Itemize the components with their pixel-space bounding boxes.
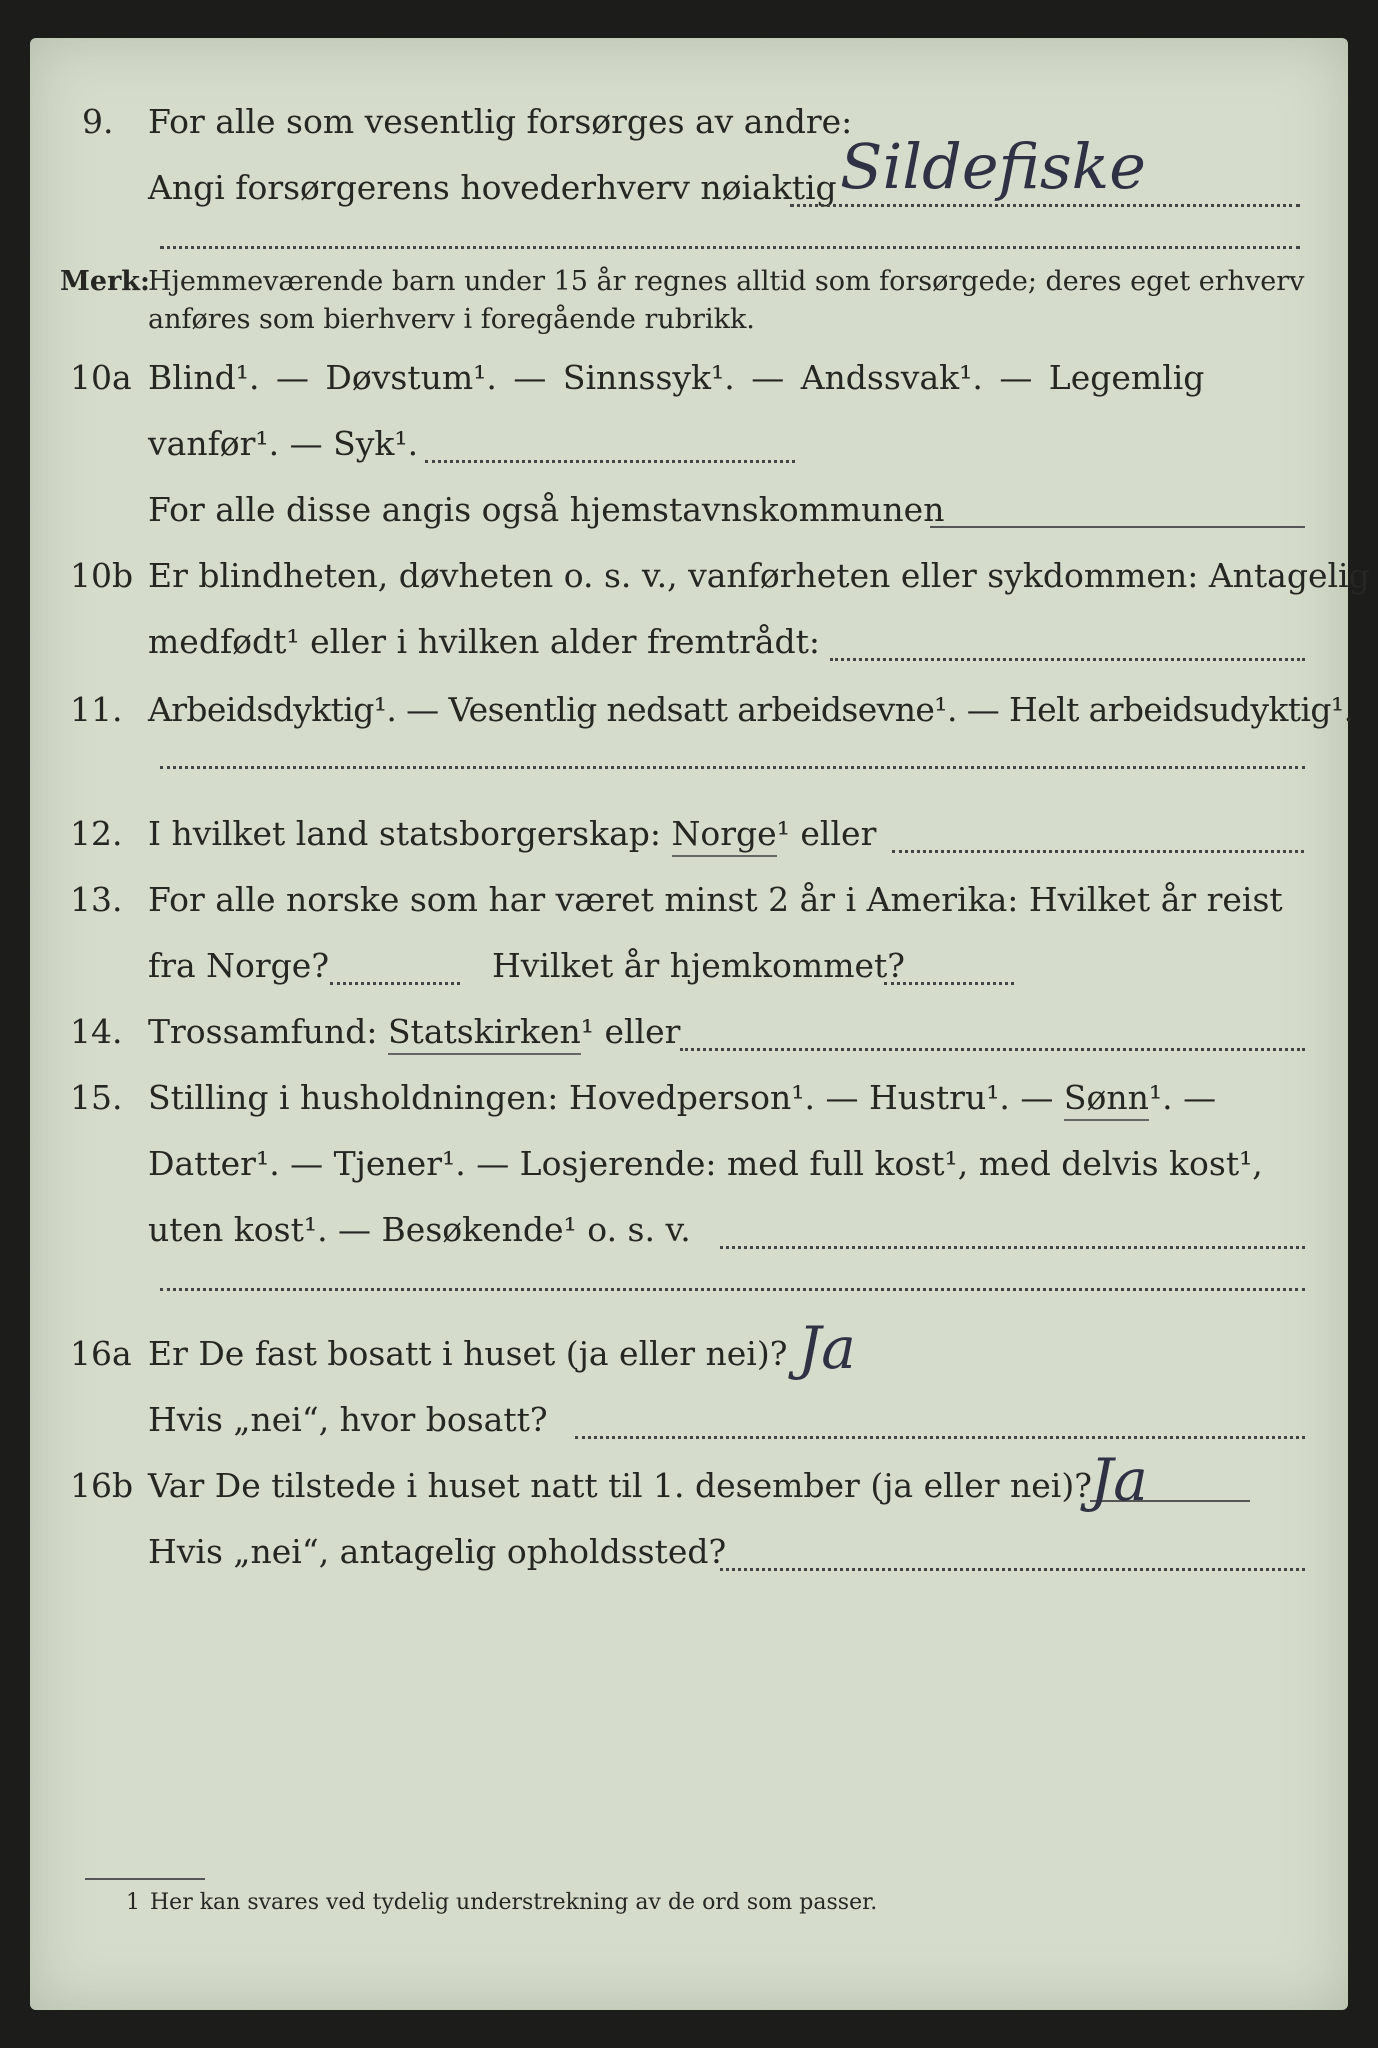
q15-text3: uten kost¹. — Besøkende¹ o. s. v.: [148, 1210, 691, 1249]
q16a-answer-line: [575, 1436, 1305, 1439]
q9-handwritten-answer: Sildefiske: [840, 130, 1146, 203]
q13-reist-line: [330, 982, 460, 985]
q9-line2: [30, 130, 1348, 212]
q14-pre: Trossamfund:: [148, 1012, 378, 1051]
q12-pre: I hvilket land statsborgerskap:: [148, 814, 662, 853]
q13-text2a: fra Norge?: [148, 946, 330, 985]
q15-line3: [30, 1210, 1348, 1254]
q16b-line1: [30, 1446, 1348, 1514]
q16b-text1: Var De tilstede i huset natt til 1. desember (ja eller nei)?: [148, 1466, 1092, 1505]
q10a-number: 10a: [70, 358, 132, 397]
q16b-text2: Hvis „nei“, antagelig opholdssted?: [148, 1532, 727, 1571]
q12-text: [148, 814, 876, 853]
q15-answer-line: [720, 1246, 1305, 1249]
q13-text1: For alle norske som har været minst 2 år i Amerika: Hvilket år reist: [148, 880, 1283, 919]
q10a-answer-line: [425, 460, 795, 463]
q12-underlined-answer: Norge: [672, 814, 777, 857]
q10b-text2: medfødt¹ eller i hvilken alder fremtrådt:: [148, 622, 821, 661]
q15-pre: Stilling i husholdningen: Hovedperson¹. — Hustru¹. —: [148, 1078, 1054, 1117]
q16b-handwritten-answer: Ja: [1090, 1446, 1148, 1514]
q16a-number: 16a: [70, 1334, 132, 1373]
footnote-mark: 1: [126, 1890, 140, 1915]
q12-post: ¹ eller: [776, 814, 877, 853]
q10b-text1: Er blindheten, døvheten o. s. v., vanførheten eller sykdommen: Antagelig: [148, 556, 1370, 595]
q10b-answer-line: [830, 658, 1305, 661]
merk-text2: anføres som bierhverv i foregående rubrikk.: [148, 304, 755, 335]
q9-number: 9.: [82, 102, 114, 141]
q13-number: 13.: [70, 880, 123, 919]
q10b-line1: [30, 556, 1370, 600]
q14-number: 14.: [70, 1012, 123, 1051]
q16a-text1: Er De fast bosatt i huset (ja eller nei)?: [148, 1334, 788, 1373]
q16b-oppholdssted-line: [720, 1568, 1305, 1571]
q15-text1: [148, 1078, 1216, 1117]
q15-post: ¹. —: [1148, 1078, 1217, 1117]
footnote-rule: [85, 1878, 205, 1880]
census-form-page: [30, 38, 1370, 2010]
q9-line1: [30, 102, 1348, 146]
q13-line2: [30, 946, 1348, 990]
q14-underlined-answer: Statskirken: [388, 1012, 581, 1055]
q10a-line1: [30, 358, 1348, 402]
q16a-text2: Hvis „nei“, hvor bosatt?: [148, 1400, 548, 1439]
q16b-number: 16b: [70, 1466, 134, 1505]
q14-line1: [30, 1012, 1348, 1056]
q16a-line2: [30, 1400, 1348, 1444]
q9-text1: For alle som vesentlig forsørges av andre:: [148, 102, 853, 141]
q10a-hjemstavn-line: [930, 526, 1305, 528]
merk-text1: Hjemmeværende barn under 15 år regnes alltid som forsørgede; deres eget erhverv: [148, 266, 1305, 297]
q11-text1: Arbeidsdyktig¹. — Vesentlig nedsatt arbeidsevne¹. — Helt arbeidsudyktig¹.: [148, 690, 1354, 729]
q12-line1: [30, 814, 1348, 858]
q15-line1: [30, 1078, 1348, 1122]
q10a-line3: [30, 490, 1348, 534]
q9-text2: Angi forsørgerens hovederhverv nøiaktig: [148, 168, 837, 207]
q10a-line2: [30, 424, 1348, 468]
q13-hjemkommet-line: [884, 982, 1014, 985]
q13-line1: [30, 880, 1348, 924]
q15-line2: [30, 1144, 1348, 1188]
q12-answer-line: [892, 850, 1304, 853]
q15-number: 15.: [70, 1078, 123, 1117]
q11-blank-line: [160, 766, 1305, 769]
q9-blank-line: [160, 246, 1300, 249]
q14-answer-line: [680, 1048, 1305, 1051]
q13-text2b: Hvilket år hjemkommet?: [492, 946, 905, 985]
q16b-line2: [30, 1532, 1348, 1576]
q14-text: [148, 1012, 680, 1051]
q15-underlined-answer: Sønn: [1064, 1078, 1149, 1121]
q15-text2: Datter¹. — Tjener¹. — Losjerende: med full kost¹, med delvis kost¹,: [148, 1144, 1263, 1183]
q16a-handwritten-answer: Ja: [798, 1314, 856, 1382]
footnote-text: Her kan svares ved tydelig understrekning av de ord som passer.: [150, 1890, 878, 1915]
q16a-line1: [30, 1314, 1348, 1382]
q14-post: ¹ eller: [580, 1012, 681, 1051]
q12-number: 12.: [70, 814, 123, 853]
q10a-text1: Blind¹. — Døvstum¹. — Sinnssyk¹. — Andssvak¹. — Legemlig: [148, 358, 1205, 397]
footnote: [30, 1890, 1348, 1934]
q10b-line2: [30, 622, 1348, 666]
q10a-text2: vanfør¹. — Syk¹.: [148, 424, 419, 463]
q15-blank-line: [160, 1288, 1305, 1291]
merk-line2: [30, 304, 1348, 348]
q11-line1: [30, 690, 1354, 734]
q10a-text3: For alle disse angis også hjemstavnskommunen: [148, 490, 945, 529]
q9-answer-line: [790, 204, 1300, 207]
q10b-number: 10b: [70, 556, 134, 595]
q11-number: 11.: [70, 690, 123, 729]
merk-label: Merk:: [60, 266, 150, 297]
